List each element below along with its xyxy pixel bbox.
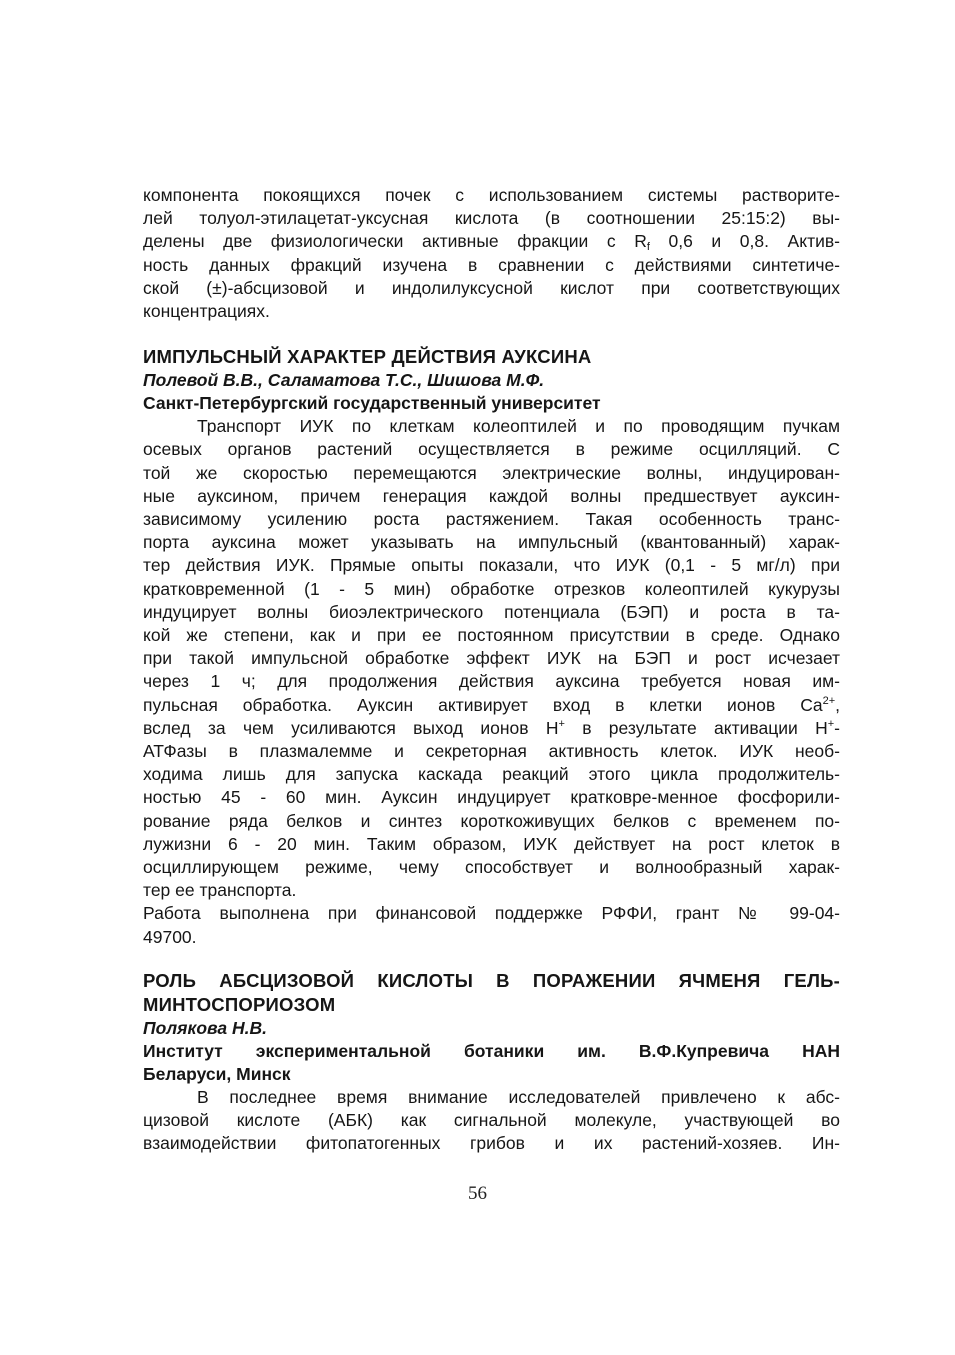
intro-paragraph bbox=[143, 184, 840, 323]
article-title: РОЛЬ АБСЦИЗОВОЙ КИСЛОТЫ В ПОРАЖЕНИИ ЯЧМЕНЯ ГЕЛЬ- МИНТОСПОРИОЗОМ bbox=[143, 969, 840, 1015]
funding-note bbox=[143, 902, 840, 948]
article-auxin bbox=[143, 345, 840, 949]
page-content bbox=[143, 184, 840, 1156]
text-line: через 1 ч; для продолжения действия ауксина требуется новая им- bbox=[143, 671, 840, 692]
article-title: ИМПУЛЬСНЫЙ ХАРАКТЕР ДЕЙСТВИЯ АУКСИНА bbox=[143, 346, 592, 368]
text-line: тер ее транспорта. bbox=[143, 880, 297, 901]
article-affiliation: Институт экспериментальной ботаники им. В.Ф.Купревича НАН Беларуси, Минск bbox=[143, 1040, 840, 1084]
text-line: зависимому усилению роста растяжением. Такая особенность транс- bbox=[143, 509, 840, 530]
text-line: ные ауксином, причем генерация каждой волны предшествует ауксин- bbox=[143, 485, 840, 506]
article-body bbox=[143, 415, 840, 902]
text-line: индуцирует волны биоэлектрического потенциала (БЭП) и роста в та- bbox=[143, 601, 840, 622]
text-line: порта ауксина может указывать на импульсный (квантованный) харак- bbox=[143, 532, 840, 553]
page-number: 56 bbox=[468, 1183, 487, 1204]
text-line: кой же степени, как и при ее постоянном присутствии в среде. Однако bbox=[143, 625, 840, 646]
text-line: делены две физиологически активные фракции с $R_f$ 0,6 и 0,8. Актив- bbox=[143, 231, 840, 254]
text-line: осевых органов растений осуществляется в режиме осцилляций. С bbox=[143, 439, 840, 460]
text-line: тер действия ИУК. Прямые опыты показали, что ИУК (0,1 - 5 мг/л) при bbox=[143, 555, 840, 576]
text-line: ностью 45 - 60 мин. Ауксин индуцирует кратковре-менное фосфорили- bbox=[143, 787, 840, 808]
article-authors: Полевой В.В., Саламатова Т.С., Шишова М.Ф. bbox=[143, 370, 545, 391]
text-line: при такой импульсной обработке эффект ИУК на БЭП и рост исчезает bbox=[143, 648, 840, 669]
text-line: лужизни 6 - 20 мин. Таким образом, ИУК действует на рост клеток в bbox=[143, 833, 840, 854]
section-gap bbox=[143, 323, 840, 345]
text-line: Работа выполнена при финансовой поддержке РФФИ, грант № 99-04- bbox=[143, 903, 840, 924]
article-abscisic-acid bbox=[143, 969, 840, 1156]
text-line: АТФазы в плазмалемме и секреторная активность клеток. ИУК необ- bbox=[143, 741, 840, 762]
text-line: рование ряда белков и синтез короткоживущих белков с временем по- bbox=[143, 810, 840, 831]
text-line: ность данных фракций изучена в сравнении с действиями синтетиче- bbox=[143, 254, 840, 275]
text-line: пульсная обработка. Ауксин активирует вход в клетки ионов $Ca^{2+}$, bbox=[143, 694, 840, 715]
text-line: Транспорт ИУК по клеткам колеоптилей и по проводящим пучкам bbox=[197, 416, 840, 437]
text-line: кратковременной (1 - 5 мин) обработке отрезков колеоптилей кукурузы bbox=[143, 578, 840, 599]
text-line: В последнее время внимание исследователей привлечено к абс- bbox=[197, 1086, 840, 1107]
text-line: той же скоростью перемещаются электрические волны, индуцирован- bbox=[143, 462, 840, 483]
text-line: ской (±)-абсцизовой и индолилуксусной кислот при соответствующих bbox=[143, 277, 840, 298]
article-affiliation: Санкт-Петербургский государственный университет bbox=[143, 393, 601, 414]
section-gap bbox=[143, 949, 840, 969]
article-body bbox=[143, 1086, 840, 1156]
text-line: цизовой кислоте (АБК) как сигнальной молекуле, участвующей во bbox=[143, 1110, 840, 1131]
text-line: компонента покоящихся почек с использованием системы растворите- bbox=[143, 185, 840, 205]
text-line: лей толуол-этилацетат-уксусная кислота (в соотношении 25:15:2) вы- bbox=[143, 208, 840, 229]
text-line: вслед за чем усиливаются выход ионов H+ в результате активации H+- bbox=[143, 717, 840, 738]
text-line: ходима лишь для запуска каскада реакций этого цикла продолжитель- bbox=[143, 764, 840, 785]
text-line: взаимодействии фитопатогенных грибов и их растений-хозяев. Ин- bbox=[143, 1133, 840, 1154]
article-authors: Полякова Н.В. bbox=[143, 1017, 267, 1038]
text-line: 49700. bbox=[143, 926, 197, 947]
text-line: концентрациях. bbox=[143, 301, 270, 322]
text-line: осциллирующем режиме, чему способствует и волнообразный харак- bbox=[143, 857, 840, 878]
